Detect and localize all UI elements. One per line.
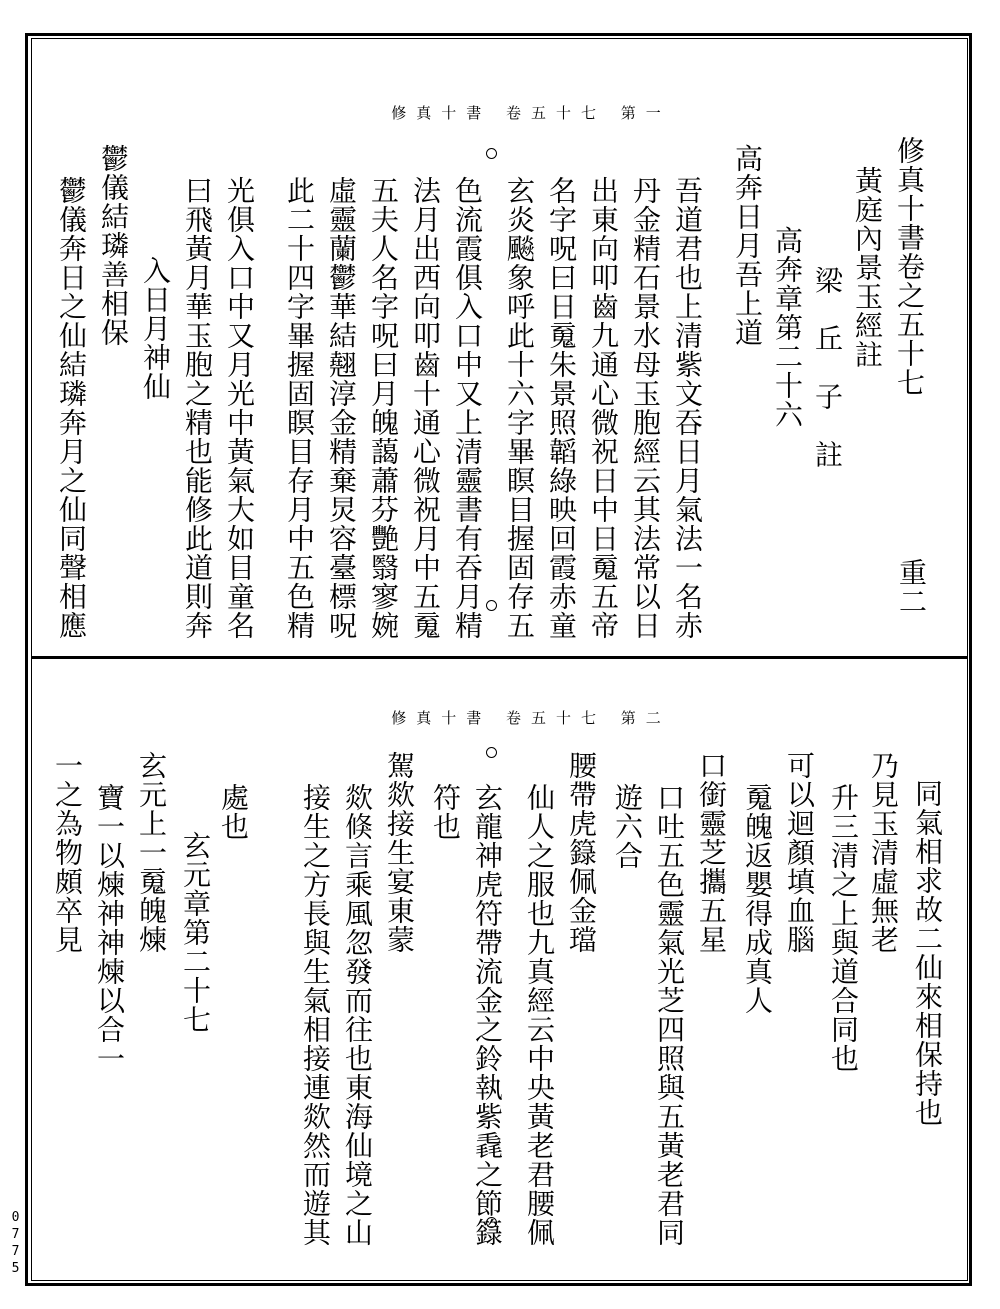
binding-hole-icon	[486, 747, 497, 758]
bottom-page	[31, 659, 968, 1281]
text-column: 可以迴顏填血腦	[783, 751, 816, 954]
text-column: 玄元章第二十七	[179, 831, 212, 1034]
text-column: 吾道君也上清紫文吞日月氣法一名赤	[671, 176, 704, 640]
text-column: 入日月神仙	[139, 256, 172, 401]
text-column: 丹金精石景水母玉胞經云其法常以日	[629, 176, 662, 640]
margin-marker: 重二	[895, 558, 928, 616]
text-column: 曰飛黃月華玉胞之精也能修此道則奔	[181, 176, 214, 640]
top-page	[31, 38, 968, 656]
text-column: 五夫人名字呪曰月魄藹蕭芬艷翳寥婉	[367, 176, 400, 640]
text-column: 符也	[429, 783, 462, 841]
text-column: 高奔章第二十六	[771, 226, 804, 429]
text-column: 接生之方長與生氣相接連欻然而遊其	[299, 783, 332, 1247]
text-column: 出東向叩齒九通心微祝日中日䰟五帝	[587, 176, 620, 640]
text-column: 升三清之上與道合同也	[827, 783, 860, 1073]
top-page-header: 修真十書 卷五十七 第一	[391, 104, 671, 122]
text-column: 光俱入口中又月光中黃氣大如目童名	[223, 176, 256, 640]
binding-hole-icon	[486, 600, 497, 611]
text-column: 口吐五色靈氣光芝四照與五黃老君同	[653, 783, 686, 1247]
text-column: 名字呪曰日䰟朱景照韜綠映回霞赤童	[545, 176, 578, 640]
text-column: 高奔日月吾上道	[731, 144, 764, 347]
text-column: 欻倏言乘風忽發而往也東海仙境之山	[341, 783, 374, 1247]
text-column: 玄炎飈象呼此十六字畢瞑目握固存五	[503, 176, 536, 640]
text-column: 腰帶虎籙佩金璫	[565, 751, 598, 954]
text-column: 口銜靈芝攜五星	[695, 751, 728, 954]
text-column: 玄龍神虎符帶流金之鈴執紫毳之節籙	[471, 783, 504, 1247]
text-column: 虛靈蘭鬱華結翹淳金精棄炅容臺標呪	[325, 176, 358, 640]
text-column: 法月出西向叩齒十通心微祝月中五䰟	[409, 176, 442, 640]
text-column: 䰟魄返嬰得成真人	[741, 783, 774, 1015]
bottom-page-header: 修真十書 卷五十七 第二	[391, 709, 671, 727]
text-column: 遊六合	[611, 783, 644, 870]
page-number: 0775	[8, 1210, 23, 1278]
text-column: 乃見玉清虛無老	[867, 751, 900, 954]
text-column: 黃庭內景玉經註	[851, 166, 884, 369]
text-column: 一之為物頗卒見	[51, 751, 84, 954]
text-column: 處也	[217, 783, 250, 841]
text-column: 梁 丘 子 註	[811, 266, 844, 469]
text-column: 寶一以煉神神煉以合一	[93, 783, 126, 1073]
text-column: 仙人之服也九真經云中央黃老君腰佩	[523, 783, 556, 1247]
text-column: 同氣相求故二仙來相保持也	[911, 779, 944, 1127]
text-column: 鬱儀奔日之仙結璘奔月之仙同聲相應	[55, 176, 88, 640]
text-column: 修真十書卷之五十七	[893, 136, 926, 397]
binding-hole-icon	[486, 148, 497, 159]
text-column: 玄元上一䰟魄煉	[135, 751, 168, 954]
text-column: 色流霞俱入口中又上清靈書有吞月精	[451, 176, 484, 640]
text-column: 駕欻接生宴東蒙	[383, 751, 416, 954]
text-column: 此二十四字畢握固瞑目存月中五色精	[283, 176, 316, 640]
text-column: 鬱儀結璘善相保	[97, 144, 130, 347]
